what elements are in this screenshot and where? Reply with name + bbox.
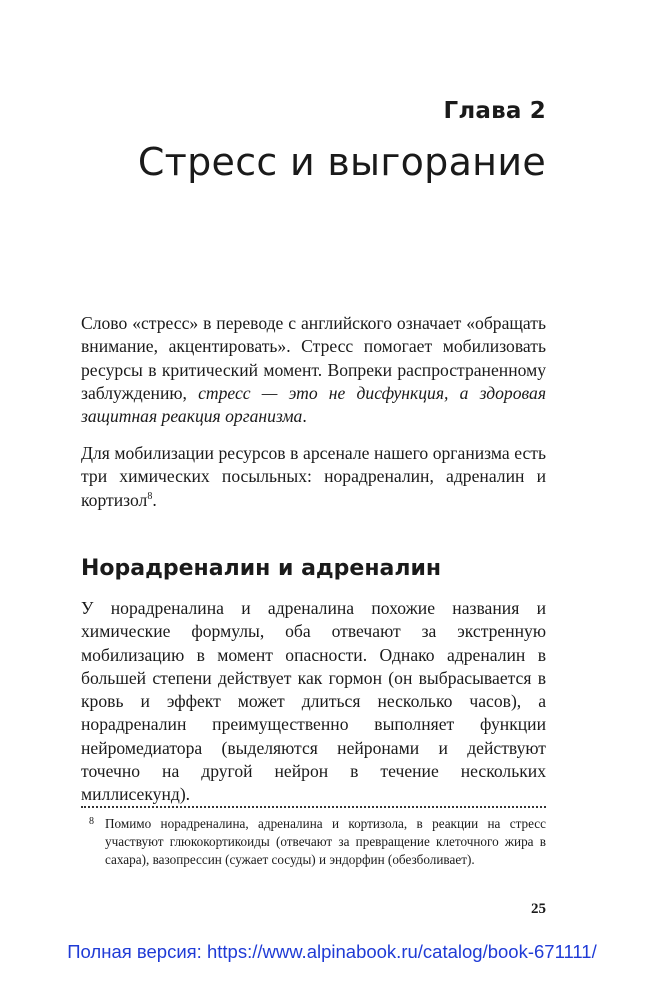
paragraph-end: .	[302, 406, 307, 427]
paragraph-noradrenaline-adrenaline: У норадреналина и адреналина похожие названия и химические формулы, оба отвечают за экстренную мобилизацию в момент опасности. Однако адреналин в большей степени действует как гормон (он выбрасывается в кровь и эффект может длиться несколько часов), а норадреналин преимущественно выполняет функции нейромедиатора (выделяются нейронами и действуют точечно на другой нейрон в течение нескольких миллисекунд).	[81, 598, 546, 805]
footnote-text: Помимо норадреналина, адреналина и кортизола, в реакции на стресс участвуют глюкокортикоиды (отвечают за превращение клеточного жира в сахара), вазопрессин (сужает сосуды) и эндорфин (обезболивает).	[105, 816, 546, 867]
chapter-label: Глава 2	[443, 98, 546, 124]
footnote	[81, 815, 546, 869]
chapter-title: Стресс и выгорание	[137, 140, 546, 184]
page-number: 25	[531, 901, 546, 917]
paragraph-text: Слово «стресс» в переводе с английского означает «обращать внимание, акцентировать». Стресс помогает мобилизовать ресурсы в критический момент. Вопреки распространенному заблуждению,	[81, 313, 546, 403]
paragraph-end: .	[152, 489, 157, 510]
footnote-number: 8	[89, 816, 94, 827]
footnote-divider	[81, 806, 546, 808]
paragraph-text: Для мобилизации ресурсов в арсенале нашего организма есть три химических посыльных: норадреналин, адреналин и кортизол	[81, 443, 546, 510]
paragraph-chemical-messengers	[81, 442, 546, 512]
footnote-reference[interactable]: 8	[147, 490, 153, 502]
section-heading: Норадреналин и адреналин	[81, 556, 442, 581]
full-version-link[interactable]: Полная версия: https://www.alpinabook.ru/catalog/book-671111/	[67, 941, 597, 962]
emphasis-text: стресс — это не дисфункция, а здоровая защитная реакция организма	[81, 382, 546, 427]
paragraph-stress-definition	[81, 312, 546, 428]
